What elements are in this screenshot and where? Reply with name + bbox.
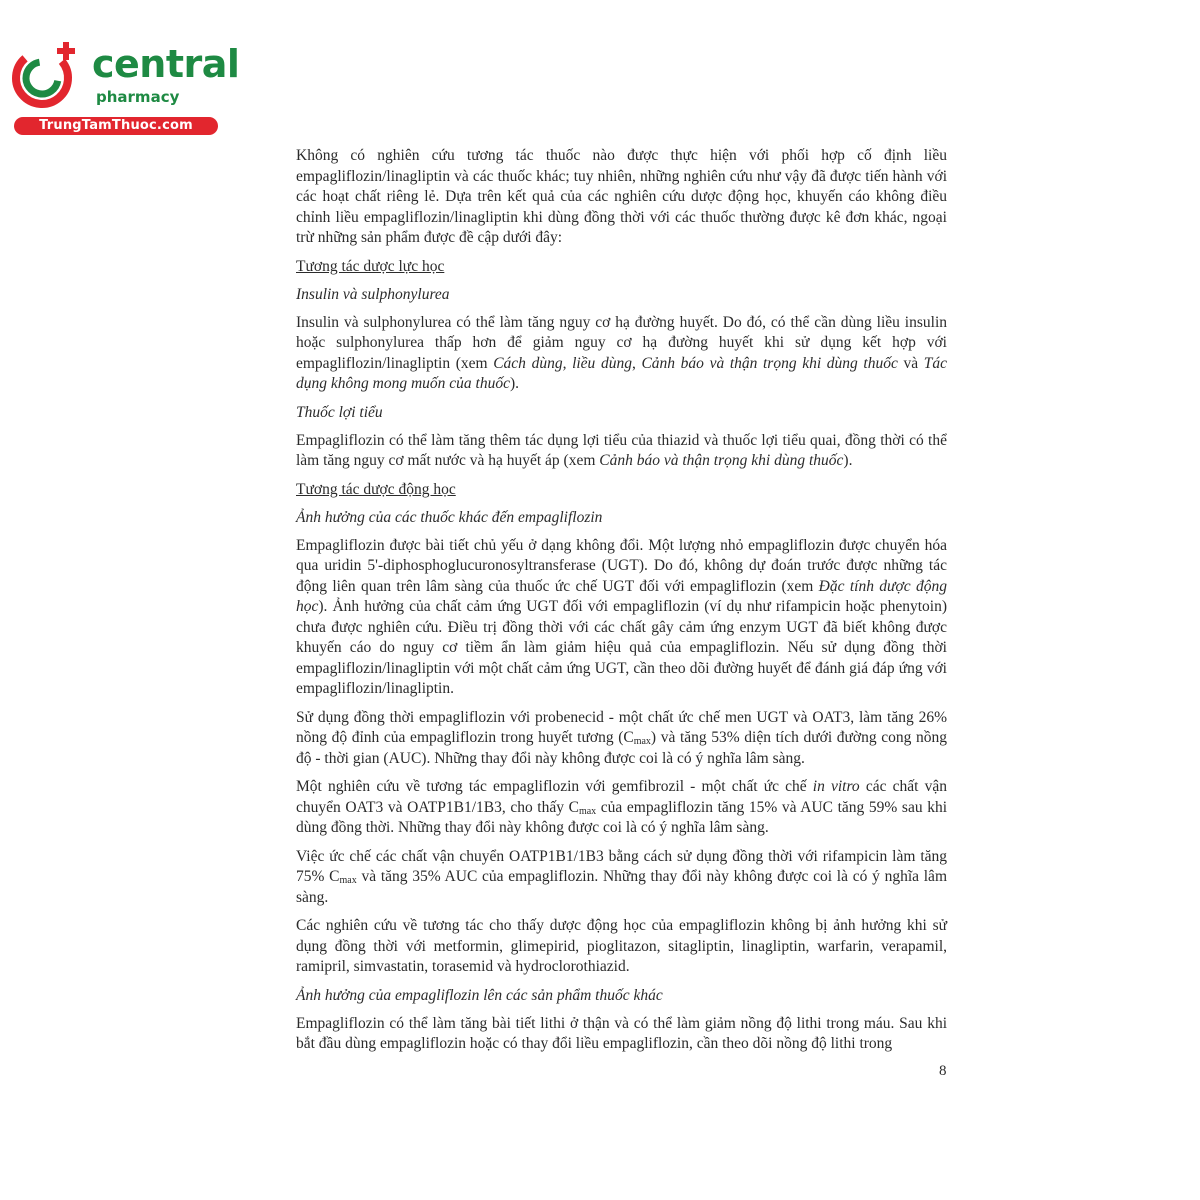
text-run: Các nghiên cứu về tương tác cho thấy dược động học của empagliflozin không bị ảnh hưởng khi sử dụng đồng thời với metformin, glimepirid, pioglitazon, sitagliptin, linagliptin, warfarin, verapamil, ramipril, simvastatin, torasemid và hydroclorothiazid. bbox=[296, 917, 947, 975]
text-run: Không có nghiên cứu tương tác thuốc nào được thực hiện với phối hợp cố định liều empagliflozin/linagliptin và các thuốc khác; tuy nhiên, những nghiên cứu như vậy đã được tiến hành với các hoạt chất riêng lẻ. Dựa trên kết quả của các nghiên cứu dược động học, khuyến cáo không điều chỉnh liều empagliflozin/linagliptin khi dùng đồng thời với các thuốc thường được kê đơn khác, ngoại trừ những sản phẩm được đề cập dưới đây: bbox=[296, 147, 947, 246]
subheading-diuretics: Thuốc lợi tiểu bbox=[296, 403, 383, 421]
text-run: và bbox=[897, 354, 924, 372]
gemfibrozil-paragraph bbox=[296, 777, 947, 839]
text-run: ). bbox=[843, 452, 853, 469]
central-pharmacy-logo-icon bbox=[8, 36, 88, 116]
probenecid-paragraph bbox=[296, 708, 947, 770]
subheading-insulin-sulphonylurea: Insulin và sulphonylurea bbox=[296, 285, 450, 303]
text-run: Empagliflozin có thể làm tăng thêm tác dụng lợi tiểu của thiazid và thuốc lợi tiểu quai, đồng thời có thể làm tăng nguy cơ mất nước và hạ huyết áp (xem bbox=[296, 431, 947, 469]
document-body bbox=[296, 146, 947, 1063]
rifampicin-paragraph bbox=[296, 847, 947, 909]
ugt-paragraph bbox=[296, 536, 947, 700]
italic-text: Đặc tính dược động học bbox=[296, 577, 947, 615]
section-heading-pharmacokinetic: Tương tác dược động học bbox=[296, 480, 456, 498]
italic-text: Cảnh báo và thận trọng khi dùng thuốc bbox=[599, 452, 844, 469]
brand-name: central bbox=[92, 42, 240, 86]
subscript-text: max bbox=[578, 805, 597, 817]
brand-logo bbox=[8, 36, 240, 138]
text-run: ) và tăng 53% diện tích dưới đường cong nồng độ - thời gian (AUC). Những thay đổi này không được coi là có ý nghĩa lâm sàng. bbox=[296, 729, 947, 767]
other-interactions-paragraph bbox=[296, 916, 947, 978]
subheading-effect-of-empagliflozin: Ảnh hưởng của empagliflozin lên các sản phẩm thuốc khác bbox=[296, 986, 663, 1004]
intro-paragraph bbox=[296, 146, 947, 249]
brand-subtitle: pharmacy bbox=[96, 88, 180, 106]
italic-text: in vitro bbox=[812, 778, 860, 795]
italic-text: Cảnh báo và thận trọng khi dùng thuốc bbox=[641, 354, 898, 372]
text-run: Empagliflozin có thể làm tăng bài tiết lithi ở thận và có thể làm giảm nồng độ lithi trong máu. Sau khi bắt đầu dùng empagliflozin hoặc có thay đổi liều empagliflozin, cần theo dõi nồng độ lithi trong bbox=[296, 1014, 947, 1052]
text-run: ). Ảnh hưởng của chất cảm ứng UGT đối với empagliflozin (ví dụ như rifampicin hoặc phenytoin) chưa được nghiên cứu. Điều trị đồng thời với các chất gây cảm ứng enzym UGT đã biết không được khuyến cáo do nguy cơ tiềm ẩn làm giảm hiệu quả của empagliflozin. Nếu sử dụng đồng thời empagliflozin/linagliptin với một chất cảm ứng UGT, cần theo dõi đường huyết để đánh giá đáp ứng với empagliflozin/linagliptin. bbox=[296, 598, 947, 697]
text-run: các chất vận chuyển OAT3 và OATP1B1/1B3, cho thấy C bbox=[296, 778, 947, 816]
lithium-paragraph bbox=[296, 1014, 947, 1055]
diuretic-paragraph bbox=[296, 431, 947, 472]
subheading-effect-on-empagliflozin: Ảnh hưởng của các thuốc khác đến empagliflozin bbox=[296, 508, 603, 526]
subscript-text: max bbox=[633, 736, 651, 747]
text-run: Một nghiên cứu về tương tác empagliflozin với gemfibrozil - một chất ức chế bbox=[296, 778, 813, 795]
italic-text: Tác dụng không mong muốn của thuốc bbox=[296, 354, 947, 392]
text-run: của empagliflozin tăng 15% và AUC tăng 59% sau khi dùng đồng thời. Những thay đổi này không được coi là có ý nghĩa lâm sàng. bbox=[296, 798, 948, 836]
text-run: Sử dụng đồng thời empagliflozin với probenecid - một chất ức chế men UGT và OAT3, làm tăng 26% nồng độ đỉnh của empagliflozin trong huyết tương (C bbox=[296, 708, 947, 746]
text-run: ). bbox=[509, 375, 520, 392]
brand-website-banner: TrungTamThuoc.com bbox=[14, 117, 218, 135]
page-number: 8 bbox=[939, 1063, 947, 1079]
text-run: và tăng 35% AUC của empagliflozin. Những thay đổi này không được coi là có ý nghĩa lâm sàng. bbox=[296, 868, 947, 906]
italic-text: Cách dùng, liều dùng bbox=[493, 354, 632, 372]
subscript-text: max bbox=[339, 875, 357, 886]
text-run: Việc ức chế các chất vận chuyển OATP1B1/1B3 bằng cách sử dụng đồng thời với rifampicin làm tăng 75% C bbox=[296, 847, 947, 885]
insulin-paragraph bbox=[296, 313, 947, 395]
text-run: , bbox=[631, 354, 642, 372]
text-run: Empagliflozin được bài tiết chủ yếu ở dạng không đổi. Một lượng nhỏ empagliflozin được chuyển hóa qua uridin 5'-diphosphoglucuronosyltransferase (UGT). Do đó, không dự đoán trước được những tác động liên quan trên lâm sàng của thuốc ức chế UGT đối với empagliflozin (xem bbox=[296, 536, 947, 595]
section-heading-pharmacodynamic: Tương tác dược lực học bbox=[296, 257, 445, 275]
text-run: Insulin và sulphonylurea có thể làm tăng nguy cơ hạ đường huyết. Do đó, có thể cần dùng liều insulin hoặc sulphonylurea thấp hơn để giảm nguy cơ hạ đường huyết khi sử dụng kết hợp với empagliflozin/linagliptin (xem bbox=[296, 313, 947, 372]
